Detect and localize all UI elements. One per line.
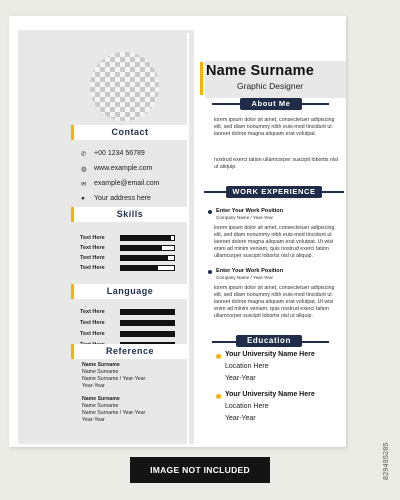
reference-line: Year-Year [82,417,105,423]
reference-line: Name Surname [82,369,119,375]
reference-line: Name Surname / Year-Year [82,376,146,382]
contact-phone-text: +00 1234 56789 [94,150,145,157]
skill-bar [120,245,175,251]
reference-entry [82,362,145,390]
contact-email-row [81,177,159,190]
contact-email-text: example@email.com [94,180,160,187]
about-heading: About Me [240,98,302,110]
contact-web-text: www.example.com [94,165,153,172]
contact-address-row [81,192,151,205]
skill-bar [120,255,175,261]
reference-line: Name Surname [82,403,119,409]
education-location: Location Here [225,403,269,410]
education-title: Your University Name Here [225,351,315,358]
skill-bar [120,265,175,271]
sidebar-divider [187,33,189,446]
language-bar [120,320,175,326]
education-bullet-icon [216,354,221,359]
stock-id-code: 829495285 [383,442,390,480]
job-description: lorem ipsum dolor sit amet, consectetuer adipiscing elit, sed diam nonummy nibh euis-mod tincidunt ut laoreet dolore magna aliquam erat volutpat. Ut wisi enim ad minim veniam, quis nostrud exerci tation ullamcorper suscipit lobortis nisl ut aliquip. [214,225,335,259]
reference-heading [71,344,189,359]
contact-heading-accent [71,125,74,140]
education-year: Year-Year [225,375,256,382]
education-location: Location Here [225,363,269,370]
skill-row [80,264,184,272]
about-paragraph: lorem ipsum dolor sit amet, consectetuer adipiscing elit, sed diam nonummy nibh euis-mod tincidunt ut laoreet dolore magna aliquam erat volutpat. [214,117,335,137]
skill-row [80,234,184,242]
skill-row [80,244,184,252]
reference-line: Year-Year [82,383,105,389]
language-bar [120,309,175,315]
about-paragraph: nostrud exerci tation ullamcorper suscipit lobortis nisl ut aliquip. [214,157,338,170]
skill-bar-fill [121,246,162,250]
language-row [80,329,184,338]
skills-heading [71,207,189,222]
reference-heading-accent [71,344,74,359]
education-heading: Education [236,335,302,347]
experience-heading: WORK EXPERIENCE [226,186,322,198]
skill-bar-fill [121,256,168,260]
job-company: Company Name / Year-Year [216,215,274,220]
skill-row [80,254,184,262]
job-bullet-icon [208,210,212,214]
contact-address-text: Your address here [94,195,151,202]
language-row [80,307,184,316]
language-label: Text Here [80,308,105,315]
person-name: Name Surname [206,63,314,79]
reference-name: Name Surname [82,362,120,368]
skill-bar-fill [121,236,171,240]
contact-web-row [81,162,152,175]
skill-label: Text Here [80,255,105,261]
reference-name: Name Surname [82,396,120,402]
profile-photo-placeholder [90,52,159,121]
job-title: Enter Your Work Position [216,208,284,214]
reference-line: Name Surname / Year-Year [82,410,146,416]
contact-phone-row [81,147,145,160]
skills-heading-label: Skills [116,209,144,219]
reference-heading-label: Reference [105,346,155,356]
email-icon: ✉ [81,180,87,188]
job-bullet-icon [208,270,212,274]
education-year: Year-Year [225,415,256,422]
language-bar [120,331,175,337]
skill-bar [120,235,175,241]
skills-heading-accent [71,207,74,222]
language-heading-label: Language [106,286,154,296]
job-description: lorem ipsum dolor sit amet, consectetuer adipiscing elit, sed diam nonummy nibh euis-mod tincidunt ut laoreet dolore magna aliquam erat volutpat. Ut wisi enim ad minim veniam, quis nostrud exerci tation ullamcorper suscipit lobortis nisl ut aliquip. [214,285,335,319]
web-icon: ◍ [81,165,87,173]
contact-heading [71,125,189,140]
job-title: Enter Your Work Position [216,268,284,274]
location-icon: ● [81,195,85,202]
skill-label: Text Here [80,235,105,241]
person-role: Graphic Designer [237,81,304,91]
education-bullet-icon [216,394,221,399]
job-company: Company Name / Year-Year [216,275,274,280]
contact-heading-label: Contact [111,127,149,137]
language-row [80,318,184,327]
resume-sheet [9,16,346,447]
language-heading [71,284,189,299]
skill-bar-fill [121,266,158,270]
language-label: Text Here [80,330,105,337]
education-title: Your University Name Here [225,391,315,398]
language-label: Text Here [80,319,105,326]
name-header-accent [200,62,203,95]
image-not-included-label: IMAGE NOT INCLUDED [130,457,270,483]
skill-label: Text Here [80,245,105,251]
skill-label: Text Here [80,265,105,271]
language-heading-accent [71,284,74,299]
reference-entry [82,396,145,424]
phone-icon: ✆ [81,150,87,158]
